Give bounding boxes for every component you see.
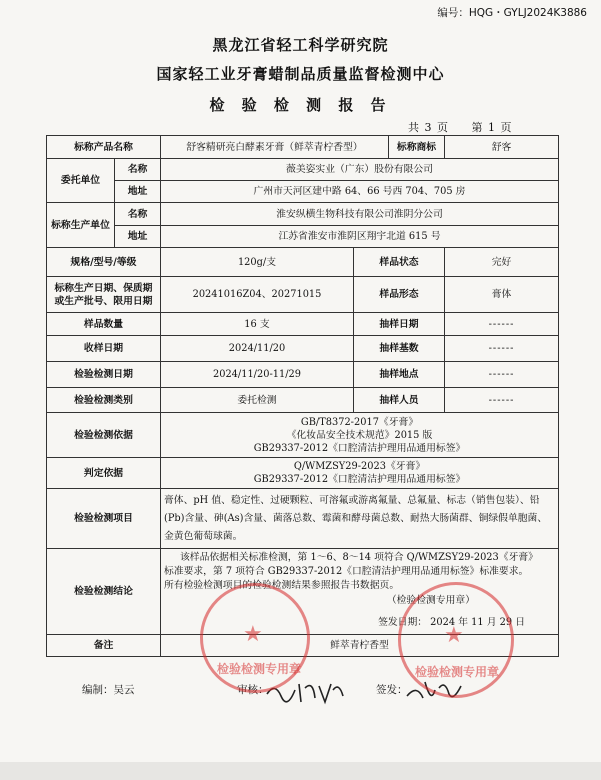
sampling-date-label: 抽样日期 — [354, 313, 445, 336]
basis-line: GB/T8372-2017《牙膏》 — [300, 416, 419, 428]
sampler-value: ------ — [445, 388, 559, 413]
category-value: 委托检测 — [161, 388, 354, 413]
seal-line: （检验检测专用章） — [386, 595, 476, 606]
compiler — [82, 682, 135, 697]
manufacturer-name: 淮安纵横生物科技有限公司淮阴分公司 — [161, 203, 559, 226]
client-name-label: 名称 — [115, 159, 161, 181]
quantity-label: 样品数量 — [47, 313, 161, 336]
document-title: 检 验 检 测 报 告 — [209, 96, 392, 114]
spec-value: 120g/支 — [161, 248, 354, 277]
sampling-base-label: 抽样基数 — [354, 336, 445, 362]
seal-text-left: 检验检测专用章 — [217, 662, 302, 676]
star-icon: ★ — [243, 622, 263, 647]
manufacturer-address: 江苏省淮安市淮阴区翔宇北道 615 号 — [161, 226, 559, 248]
center-title: 国家轻工业牙膏蜡制品质量监督检测中心 — [156, 65, 445, 83]
manufacturer-label: 标称生产单位 — [47, 203, 115, 248]
pages-total: 共 3 页 — [408, 121, 448, 134]
issuer-signature — [405, 676, 465, 706]
institute-title: 黑龙江省轻工科学研究院 — [212, 36, 389, 54]
issue-date: 签发日期： 2024 年 11 月 29 日 — [378, 617, 526, 628]
conclusion-label: 检验检测结论 — [47, 549, 161, 635]
page-bottom-edge — [0, 762, 601, 780]
test-date-label: 检验检测日期 — [47, 362, 161, 388]
sampler-label: 抽样人员 — [354, 388, 445, 413]
reviewer-signature — [265, 676, 345, 706]
judge-line: Q/WMZSY29-2023《牙膏》 — [293, 461, 426, 472]
conclusion-line: 所有检验检测项目的检验检测结果参照报告书数据页。 — [164, 580, 400, 591]
manufacturer-name-label: 名称 — [115, 203, 161, 226]
sampling-place-value: ------ — [445, 362, 559, 388]
batch-label: 标称生产日期、保质期或生产批号、限用日期 — [47, 277, 161, 313]
judge-value — [161, 458, 559, 489]
basis-label: 检验检测依据 — [47, 413, 161, 458]
items-label: 检验检测项目 — [47, 489, 161, 549]
conclusion-line: 该样品依据相关标准检测，第 1～6、8～14 项符合 Q/WMZSY29-2023《牙膏》 — [180, 552, 538, 563]
client-name: 薇美姿实业（广东）股份有限公司 — [161, 159, 559, 181]
report-number: 编号：HQG・GYLJ2024K3886 — [437, 7, 587, 19]
sample-form-label: 样品形态 — [354, 277, 445, 313]
basis-line: 《化妆品安全技术规范》2015 版 — [286, 429, 433, 441]
reviewer-label: 审核： — [237, 684, 269, 696]
receive-date-value: 2024/11/20 — [161, 336, 354, 362]
compiler-label: 编制： — [82, 684, 114, 696]
basis-value — [161, 413, 559, 458]
conclusion-line: 标准要求，第 7 项符合 GB29337-2012《口腔清洁护理用品通用标签》标准要求。 — [164, 566, 529, 577]
client-label: 委托单位 — [47, 159, 115, 203]
manufacturer-address-label: 地址 — [115, 226, 161, 248]
sampling-date-value: ------ — [445, 313, 559, 336]
remark-value: 鲜萃青柠香型 — [161, 635, 559, 657]
basis-line: GB29337-2012《口腔清洁护理用品通用标签》 — [253, 442, 466, 454]
page-current: 第 1 页 — [471, 121, 512, 134]
receive-date-label: 收样日期 — [47, 336, 161, 362]
batch-value: 20241016Z04、20271015 — [161, 277, 354, 313]
sample-state-label: 样品状态 — [354, 248, 445, 277]
sampling-place-label: 抽样地点 — [354, 362, 445, 388]
test-date-value: 2024/11/20-11/29 — [161, 362, 354, 388]
quantity-value: 16 支 — [161, 313, 354, 336]
category-label: 检验检测类别 — [47, 388, 161, 413]
judge-label: 判定依据 — [47, 458, 161, 489]
client-address-label: 地址 — [115, 181, 161, 203]
sample-form-value: 膏体 — [445, 277, 559, 313]
sample-state-value: 完好 — [445, 248, 559, 277]
seal-text-right: 检验检测专用章 — [415, 665, 500, 679]
judge-line: GB29337-2012《口腔清洁护理用品通用标签》 — [253, 474, 466, 485]
client-address: 广州市天河区建中路 64、66 号西 704、705 房 — [161, 181, 559, 203]
compiler-name: 吴云 — [113, 684, 135, 696]
sampling-base-value: ------ — [445, 336, 559, 362]
items-value: 膏体、pH 值、稳定性、过硬颗粒、可溶氟或游离氟量、总氟量、标志（销售包装）、铅(Pb)含量、砷(As)含量、菌落总数、霉菌和酵母菌总数、耐热大肠菌群、铜绿假单胞菌、金黄色葡萄球菌。 — [161, 489, 559, 549]
page-indicator — [408, 119, 512, 135]
star-icon: ★ — [444, 623, 464, 648]
brand-label: 标称商标 — [389, 136, 445, 159]
report-table — [46, 135, 559, 657]
spec-label: 规格/型号/等级 — [47, 248, 161, 277]
issuer-label: 签发： — [376, 684, 408, 696]
product-value: 舒客精研亮白酵素牙膏（鲜萃青柠香型） — [161, 136, 389, 159]
brand-value: 舒客 — [445, 136, 559, 159]
conclusion-value — [161, 549, 559, 635]
remark-label: 备注 — [47, 635, 161, 657]
product-label: 标称产品名称 — [47, 136, 161, 159]
